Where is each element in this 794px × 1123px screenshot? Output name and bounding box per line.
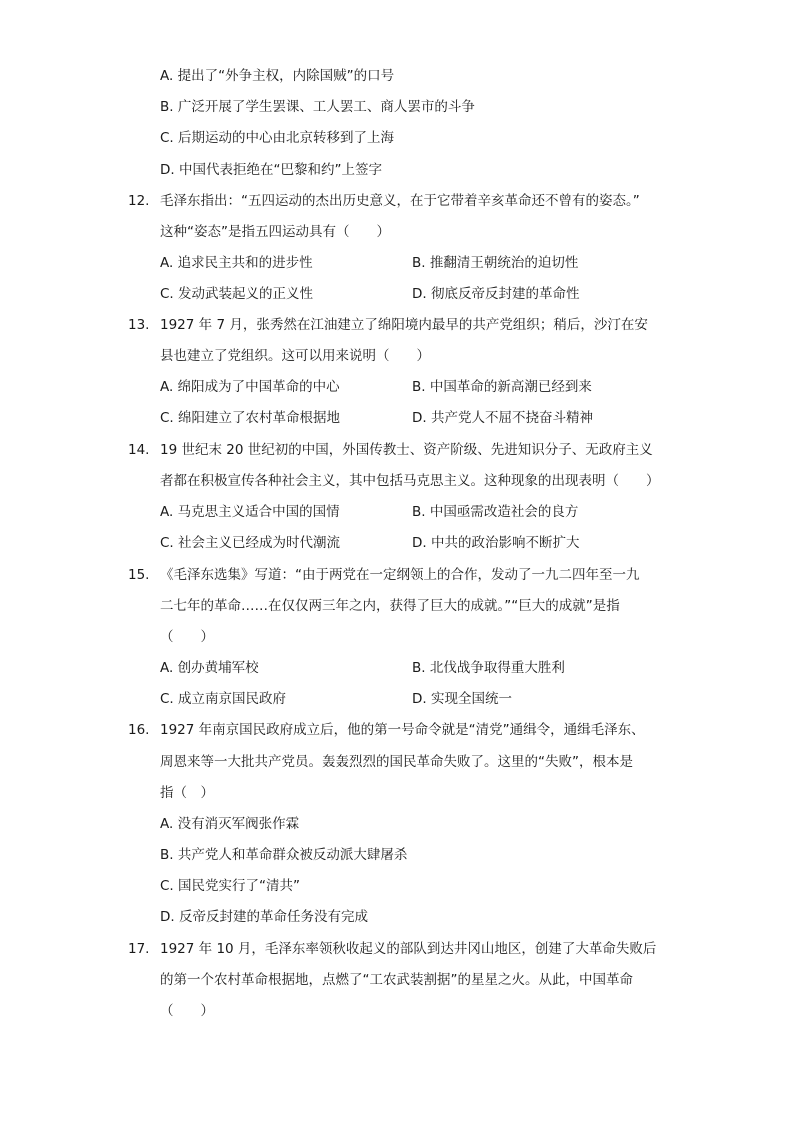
q13-option-d: D. 共产党人不屈不挠奋斗精神 bbox=[412, 410, 593, 426]
q12-option-d: D. 彻底反帝反封建的革命性 bbox=[412, 286, 580, 302]
q16-option-b: B. 共产党人和革命群众被反动派大肆屠杀 bbox=[160, 847, 408, 863]
q15-option-b: B. 北伐战争取得重大胜利 bbox=[412, 660, 565, 676]
q14-text-line-2: 者都在积极宣传各种社会主义，其中包括马克思主义。这种现象的出现表明（ ） bbox=[160, 473, 660, 489]
q11-option-a: A. 提出了“外争主权，内除国贼”的口号 bbox=[160, 68, 395, 84]
q12-option-c: C. 发动武装起义的正义性 bbox=[160, 286, 314, 302]
q14-text-line-1: 19 世纪末 20 世纪初的中国，外国传教士、资产阶级、先进知识分子、无政府主义 bbox=[160, 442, 653, 458]
q13-option-a: A. 绵阳成为了中国革命的中心 bbox=[160, 379, 340, 395]
q14-option-a: A. 马克思主义适合中国的国情 bbox=[160, 504, 340, 520]
q12-text-line-2: 这种“姿态”是指五四运动具有（ ） bbox=[160, 224, 390, 240]
q17-text-line-2: 的第一个农村革命根据地，点燃了“工农武装割据”的星星之火。从此，中国革命 bbox=[160, 972, 633, 988]
q12-option-a: A. 追求民主共和的进步性 bbox=[160, 255, 313, 271]
q16-text-line-3: 指（ ） bbox=[160, 785, 214, 801]
q16-text-line-2: 周恩来等一大批共产党员。轰轰烈烈的国民革命失败了。这里的“失败”，根本是 bbox=[160, 754, 633, 770]
q16-text-line-1: 1927 年南京国民政府成立后，他的第一号命令就是“清党”通缉令，通缉毛泽东、 bbox=[160, 722, 645, 738]
q11-option-b: B. 广泛开展了学生罢课、工人罢工、商人罢市的斗争 bbox=[160, 99, 475, 115]
q15-text-line-2: 二七年的革命……在仅仅两三年之内，获得了巨大的成就。”“巨大的成就”是指 bbox=[160, 598, 620, 614]
q16-option-d: D. 反帝反封建的革命任务没有完成 bbox=[160, 909, 368, 925]
q15-text-line-3: （ ） bbox=[160, 629, 214, 645]
q12-text-line-1: 毛泽东指出：“五四运动的杰出历史意义，在于它带着辛亥革命还不曾有的姿态。” bbox=[160, 193, 640, 209]
q13-option-b: B. 中国革命的新高潮已经到来 bbox=[412, 379, 592, 395]
q15-text-line-1: 《毛泽东选集》写道：“由于两党在一定纲领上的合作，发动了一九二四年至一九 bbox=[160, 567, 640, 583]
q15-number: 15. bbox=[128, 567, 150, 583]
q13-text-line-1: 1927 年 7 月，张秀然在江油建立了绵阳境内最早的共产党组织；稍后，沙汀在安 bbox=[160, 317, 648, 333]
q11-option-d: D. 中国代表拒绝在“巴黎和约”上签字 bbox=[160, 162, 382, 178]
q14-option-d: D. 中共的政治影响不断扩大 bbox=[412, 535, 580, 551]
q15-option-c: C. 成立南京国民政府 bbox=[160, 691, 287, 707]
q15-option-d: D. 实现全国统一 bbox=[412, 691, 512, 707]
q13-option-c: C. 绵阳建立了农村革命根据地 bbox=[160, 410, 341, 426]
q11-option-c: C. 后期运动的中心由北京转移到了上海 bbox=[160, 130, 395, 146]
q14-number: 14. bbox=[128, 442, 150, 458]
q16-option-a: A. 没有消灭军阀张作霖 bbox=[160, 816, 300, 832]
q16-option-c: C. 国民党实行了“清共” bbox=[160, 878, 300, 894]
q17-text-line-3: （ ） bbox=[160, 1003, 214, 1019]
q15-option-a: A. 创办黄埔军校 bbox=[160, 660, 259, 676]
q16-number: 16. bbox=[128, 722, 150, 738]
q13-number: 13. bbox=[128, 317, 150, 333]
q12-number: 12. bbox=[128, 193, 150, 209]
q13-text-line-2: 县也建立了党组织。这可以用来说明（ ） bbox=[160, 348, 430, 364]
q17-text-line-1: 1927 年 10 月，毛泽东率领秋收起义的部队到达井冈山地区，创建了大革命失败后 bbox=[160, 941, 657, 957]
q14-option-c: C. 社会主义已经成为时代潮流 bbox=[160, 535, 341, 551]
q17-number: 17. bbox=[128, 941, 150, 957]
q12-option-b: B. 推翻清王朝统治的迫切性 bbox=[412, 255, 579, 271]
q14-option-b: B. 中国亟需改造社会的良方 bbox=[412, 504, 579, 520]
